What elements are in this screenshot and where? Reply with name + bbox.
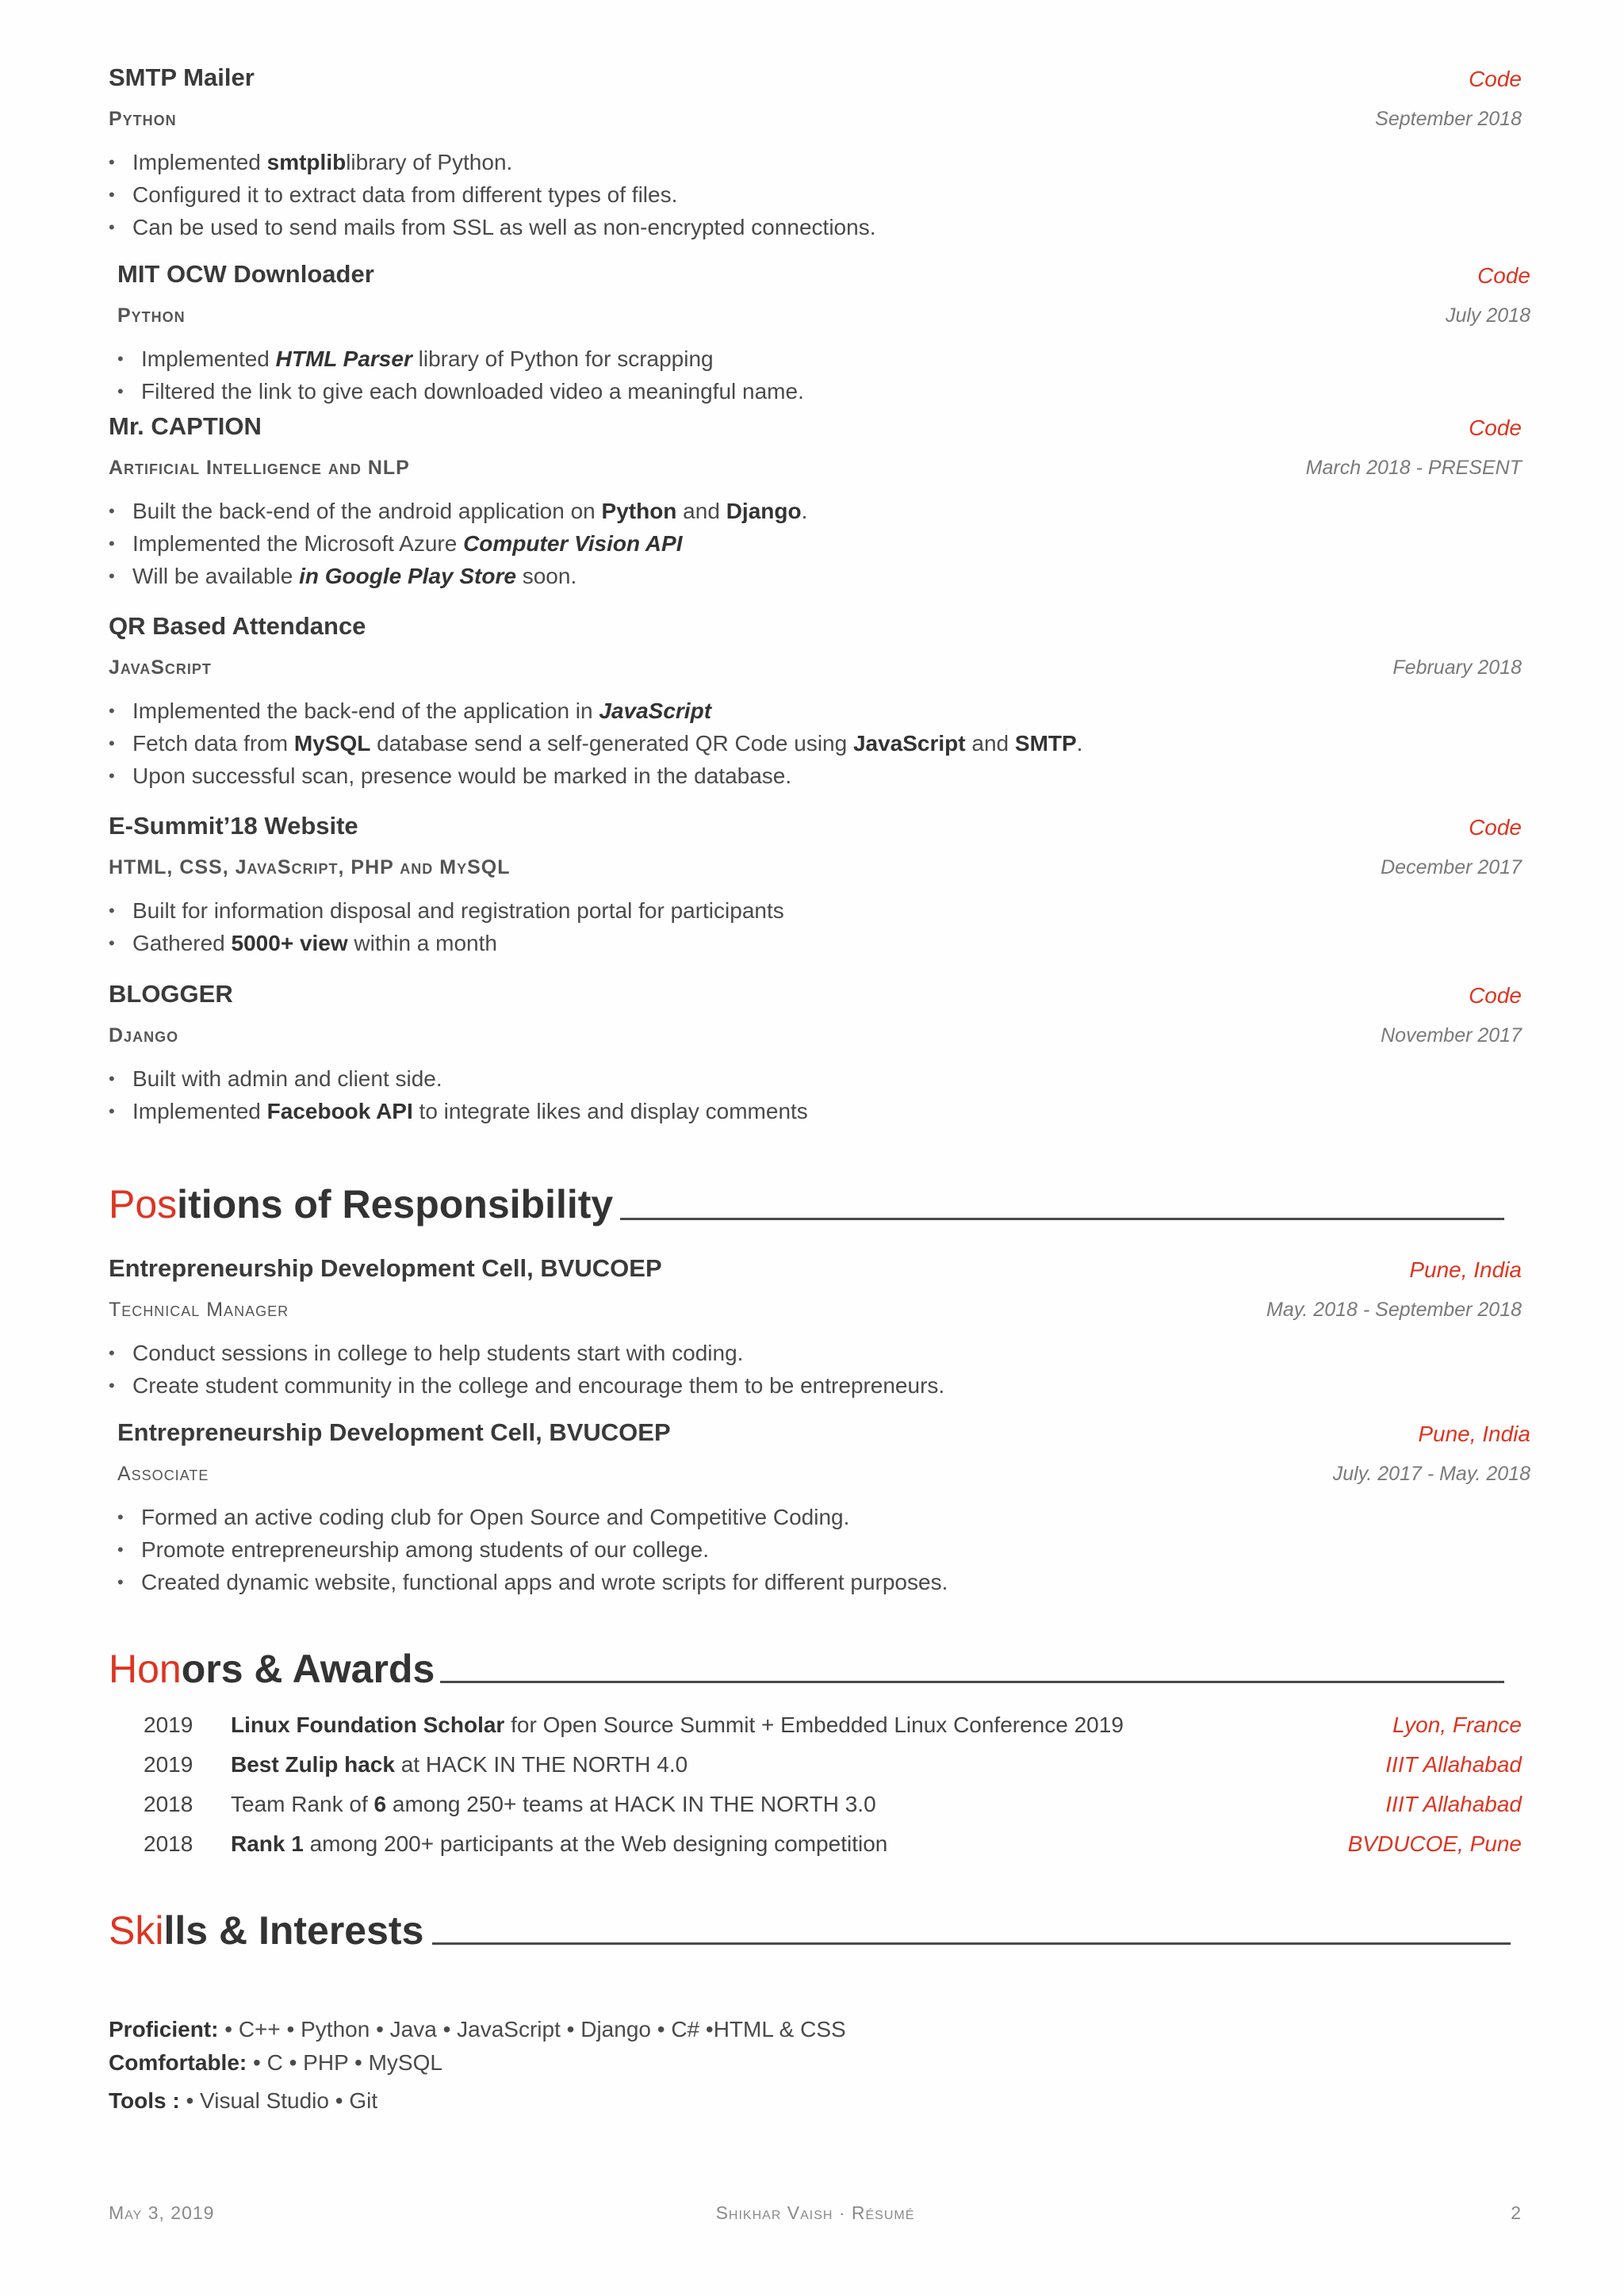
bullet-item: • Fetch data from MySQL database send a self-generated QR Code using JavaScript and SMTP. xyxy=(109,727,1522,760)
bullet-list xyxy=(109,495,1522,592)
entry-subheader xyxy=(117,301,1530,342)
entry-subheader xyxy=(109,105,1522,146)
skill-label: Proficient: xyxy=(109,2017,219,2042)
entry-header xyxy=(117,1418,1530,1460)
entry-subheader xyxy=(109,853,1522,894)
entry-date: July. 2017 - May. 2018 xyxy=(1332,1463,1530,1485)
bullet-list xyxy=(109,146,1522,243)
bullet-list xyxy=(109,894,1522,959)
position-role: Associate xyxy=(117,1463,209,1485)
project-entry xyxy=(109,812,1522,959)
project-tech: JavaScript xyxy=(109,656,212,679)
entry-subheader xyxy=(109,453,1522,495)
project-entry xyxy=(109,412,1522,592)
section-rule xyxy=(432,1942,1511,1945)
bullet-item: • Create student community in the college and encourage them to be entrepreneurs. xyxy=(109,1369,1522,1402)
code-link[interactable]: Code xyxy=(1469,815,1522,840)
project-title: SMTP Mailer xyxy=(109,63,255,91)
honor-description: Linux Foundation Scholar for Open Source Summit + Embedded Linux Conference 2019 xyxy=(231,1712,1124,1737)
honor-location: BVDUCOE, Pune xyxy=(1347,1831,1522,1856)
entry-date: December 2017 xyxy=(1381,856,1522,878)
skill-values: • Visual Studio • Git xyxy=(179,2088,378,2113)
bullet-item: • Filtered the link to give each downloaded video a meaningful name. xyxy=(117,375,1530,408)
entry-header xyxy=(109,612,1522,653)
section-skills xyxy=(109,1908,1504,1963)
code-link[interactable]: Code xyxy=(1469,415,1522,440)
bullet-item: • Promote entrepreneurship among students of our college. xyxy=(117,1533,1530,1566)
section-title-skills: Skills & Interests xyxy=(109,1908,424,1953)
bullet-item: • Can be used to send mails from SSL as well as non-encrypted connections. xyxy=(109,211,1522,243)
project-title: BLOGGER xyxy=(109,980,233,1008)
honor-description: Team Rank of 6 among 250+ teams at HACK IN THE NORTH 3.0 xyxy=(231,1792,876,1816)
entry-date: September 2018 xyxy=(1375,108,1522,130)
bullet-item: • Upon successful scan, presence would be marked in the database. xyxy=(109,760,1522,792)
position-entry xyxy=(109,1254,1522,1402)
code-link[interactable]: Code xyxy=(1469,983,1522,1008)
entry-subheader xyxy=(109,1295,1522,1337)
entry-date: November 2017 xyxy=(1381,1024,1522,1047)
project-entry xyxy=(109,612,1522,792)
bullet-item: • Will be available in Google Play Store soon. xyxy=(109,560,1522,592)
project-title: E-Summit’18 Website xyxy=(109,812,358,840)
bullet-list xyxy=(109,1062,1522,1127)
honor-location: IIIT Allahabad xyxy=(1385,1752,1522,1777)
entry-header xyxy=(109,980,1522,1021)
position-title: Entrepreneurship Development Cell, BVUCOEP xyxy=(109,1254,662,1282)
entry-header xyxy=(109,812,1522,853)
project-title: Mr. CAPTION xyxy=(109,412,262,440)
skill-values: • C++ • Python • Java • JavaScript • Django • C# •HTML & CSS xyxy=(218,2017,846,2042)
bullet-item: • Implemented smtpliblibrary of Python. xyxy=(109,146,1522,178)
skill-row xyxy=(109,2088,377,2114)
project-tech: HTML, CSS, JavaScript, PHP and MySQL xyxy=(109,856,511,878)
honor-description: Rank 1 among 200+ participants at the Web designing competition xyxy=(231,1831,888,1856)
project-tech: Python xyxy=(117,304,186,327)
entry-date: February 2018 xyxy=(1392,656,1522,679)
project-entry xyxy=(109,980,1522,1127)
code-link[interactable]: Code xyxy=(1477,263,1530,288)
skill-label: Tools : xyxy=(109,2088,180,2113)
entry-date: March 2018 - PRESENT xyxy=(1305,457,1522,479)
section-rule xyxy=(440,1681,1504,1683)
bullet-item: • Built the back-end of the android application on Python and Django. xyxy=(109,495,1522,527)
bullet-list xyxy=(109,695,1522,792)
bullet-item: • Gathered 5000+ view within a month xyxy=(109,927,1522,959)
honor-row xyxy=(109,1712,1522,1751)
section-title-honors: Honors & Awards xyxy=(109,1647,435,1691)
section-honors xyxy=(109,1646,1504,1701)
entry-subheader xyxy=(109,653,1522,695)
bullet-list xyxy=(117,342,1530,408)
bullet-item: • Conduct sessions in college to help students start with coding. xyxy=(109,1337,1522,1369)
project-tech: Django xyxy=(109,1024,179,1047)
honor-year: 2018 xyxy=(144,1792,193,1816)
footer-name: Shikhar Vaish · Résumé xyxy=(715,2202,915,2223)
entry-date: May. 2018 - September 2018 xyxy=(1266,1299,1522,1321)
bullet-item: • Implemented the back-end of the application in JavaScript xyxy=(109,695,1522,727)
section-title-positions: Positions of Responsibility xyxy=(109,1182,614,1226)
entry-date: July 2018 xyxy=(1445,304,1530,327)
skill-values: • C • PHP • MySQL xyxy=(247,2050,442,2075)
project-tech: Python xyxy=(109,108,177,130)
bullet-item: • Implemented HTML Parser library of Python for scrapping xyxy=(117,342,1530,375)
project-title: MIT OCW Downloader xyxy=(117,260,374,288)
position-location: Pune, India xyxy=(1418,1422,1530,1446)
honor-location: Lyon, France xyxy=(1392,1712,1522,1737)
position-location: Pune, India xyxy=(1409,1257,1522,1282)
bullet-item: • Implemented Facebook API to integrate likes and display comments xyxy=(109,1095,1522,1127)
footer-date: May 3, 2019 xyxy=(109,2202,215,2223)
section-rule xyxy=(620,1218,1504,1220)
page-footer xyxy=(109,2202,1522,2234)
project-entry xyxy=(117,260,1530,408)
bullet-list xyxy=(117,1501,1530,1598)
bullet-item: • Implemented the Microsoft Azure Computer Vision API xyxy=(109,527,1522,560)
skill-row xyxy=(109,2050,442,2076)
position-entry xyxy=(117,1418,1530,1598)
bullet-item: • Configured it to extract data from different types of files. xyxy=(109,178,1522,211)
honor-year: 2018 xyxy=(144,1831,193,1856)
honor-year: 2019 xyxy=(144,1752,193,1777)
bullet-item: • Formed an active coding club for Open Source and Competitive Coding. xyxy=(117,1501,1530,1533)
entry-subheader xyxy=(109,1021,1522,1062)
entry-header xyxy=(109,1254,1522,1295)
project-tech: Artificial Intelligence and NLP xyxy=(109,457,410,479)
bullet-item: • Created dynamic website, functional apps and wrote scripts for different purposes. xyxy=(117,1566,1530,1598)
bullet-list xyxy=(109,1337,1522,1402)
project-entry xyxy=(109,63,1522,243)
honor-row xyxy=(109,1831,1522,1869)
bullet-item: • Built for information disposal and registration portal for participants xyxy=(109,894,1522,927)
skill-label: Comfortable: xyxy=(109,2050,247,2075)
footer-page-number: 2 xyxy=(1511,2202,1522,2223)
honor-row xyxy=(109,1752,1522,1790)
entry-subheader xyxy=(117,1460,1530,1501)
honor-location: IIIT Allahabad xyxy=(1385,1792,1522,1816)
honor-row xyxy=(109,1792,1522,1830)
code-link[interactable]: Code xyxy=(1469,67,1522,91)
honor-description: Best Zulip hack at HACK IN THE NORTH 4.0 xyxy=(231,1752,688,1777)
entry-header xyxy=(109,412,1522,453)
entry-header xyxy=(109,63,1522,105)
entry-header xyxy=(117,260,1530,301)
position-role: Technical Manager xyxy=(109,1299,289,1321)
project-title: QR Based Attendance xyxy=(109,612,366,640)
position-title: Entrepreneurship Development Cell, BVUCOEP xyxy=(117,1418,671,1446)
bullet-item: • Built with admin and client side. xyxy=(109,1062,1522,1095)
skill-row xyxy=(109,2017,846,2042)
honor-year: 2019 xyxy=(144,1712,193,1737)
section-positions xyxy=(109,1181,1504,1237)
